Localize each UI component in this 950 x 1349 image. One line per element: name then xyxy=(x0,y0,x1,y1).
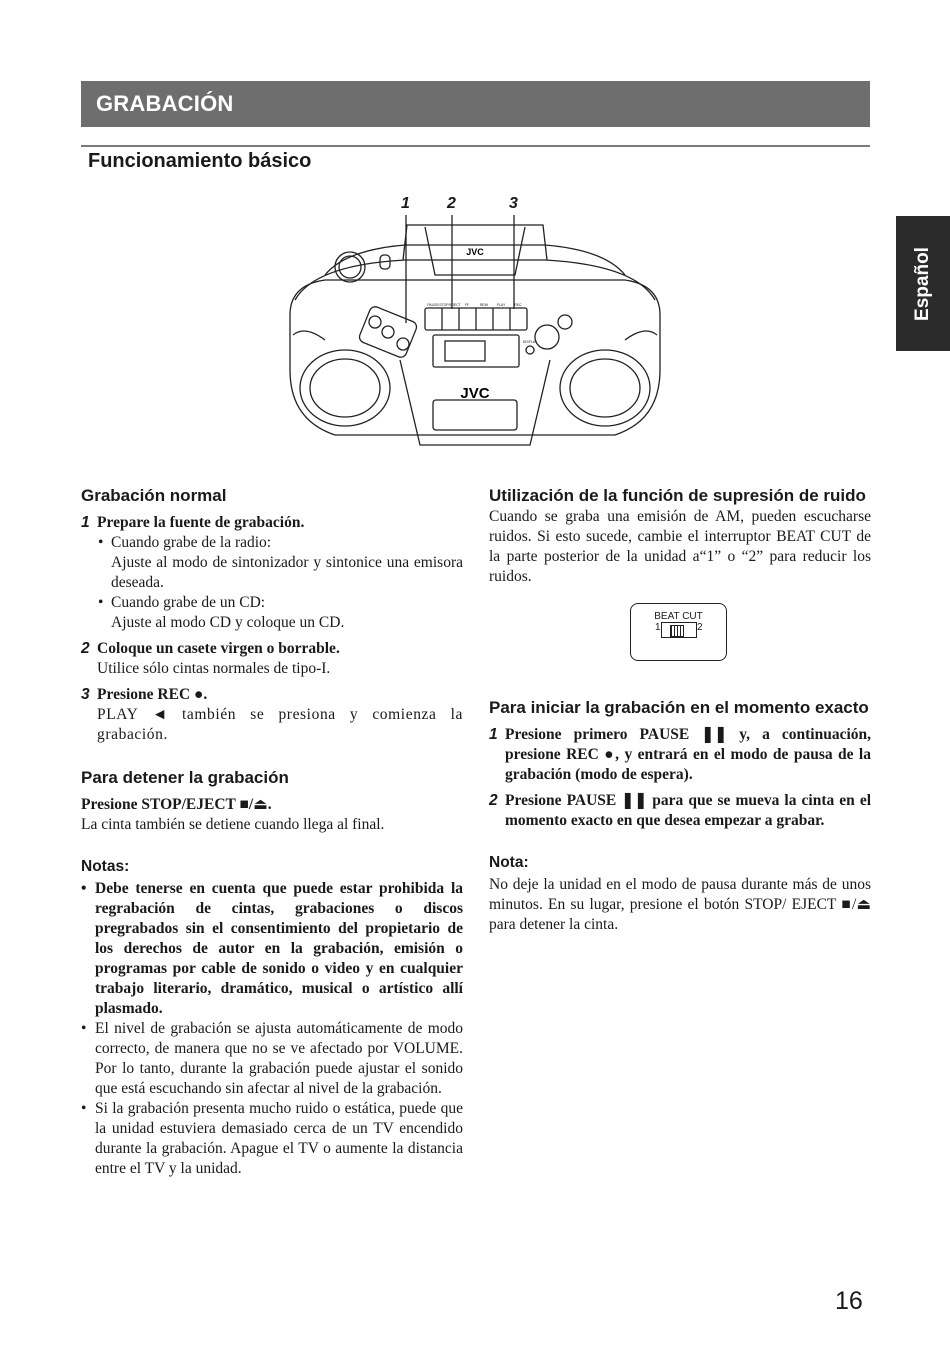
brand-top: JVC xyxy=(466,247,484,257)
left-column xyxy=(81,485,463,1179)
normal-recording-title: Grabación normal xyxy=(81,486,227,505)
language-tab-label: Español xyxy=(912,246,933,321)
beat-cut-knob xyxy=(670,625,684,637)
right-column xyxy=(489,485,871,935)
beat-cut-position-2: 2 xyxy=(697,622,703,633)
boombox-illustration xyxy=(285,205,665,460)
beat-cut-position-1: 1 xyxy=(655,622,661,633)
note-3-text: Si la grabación presenta mucho ruido o estática, puede que la unidad estuviera demasiado cerca de un TV encendido durante la grabación. Apague el TV o aumente la distancia entre el TV y la unidad. xyxy=(95,1100,463,1177)
step-2 xyxy=(81,639,463,659)
bullet-radio-label: Cuando grabe de la radio: xyxy=(111,534,272,551)
section-title: GRABACIÓN xyxy=(96,91,234,116)
nota-text: No deje la unidad en el modo de pausa durante más de unos minutos. En su lugar, presione el botón STOP/ EJECT ■/⏏ para detener la cinta. xyxy=(489,876,871,933)
label-ff: FF xyxy=(464,303,470,307)
exact-step-1 xyxy=(489,725,871,785)
callout-3: 3 xyxy=(509,195,518,212)
exact-step-2-text: Presione PAUSE ❚❚ para que se mueva la cinta en el momento exacto en que desea empezar a grabar. xyxy=(505,792,871,829)
beat-cut-label: BEAT CUT xyxy=(654,611,703,622)
callout-1: 1 xyxy=(401,195,410,212)
stop-text: La cinta también se detiene cuando llega al final. xyxy=(81,816,385,833)
note-2-text: El nivel de grabación se ajusta automáticamente de modo correcto, de manera que no se ve afectado por VOLUME. Por lo tanto, durante la grabación puede ajustar el sonido que está escuchando sin afectar al nivel de la grabación. xyxy=(95,1020,463,1097)
bullet-glyph: • xyxy=(98,594,104,611)
nota-title: Nota: xyxy=(489,854,529,871)
noise-suppression-title: Utilización de la función de supresión de ruido xyxy=(489,486,866,505)
bullet-cd-detail: Ajuste al modo CD y coloque un CD. xyxy=(111,614,345,631)
callout-2: 2 xyxy=(447,195,456,212)
bullet-cd-label: Cuando grabe de un CD: xyxy=(111,594,266,611)
bullet-radio-detail: Ajuste al modo de sintonizador y sintonice una emisora deseada. xyxy=(111,554,463,591)
brand-front: JVC xyxy=(460,385,490,402)
note-1-text: Debe tenerse en cuenta que puede estar prohibida la regrabación de cintas, grabaciones o discos pregrabados sin el consentimiento del propietario de los derechos de autor en la grabación, emisión o programas por cable de sonido o video y en cualquier trabajo literario, dramático, musical o artístico allí plasmado. xyxy=(95,880,463,1017)
section-title-bar xyxy=(81,81,870,127)
step-1-number: 1 xyxy=(81,514,90,531)
note-2 xyxy=(81,1019,463,1099)
exact-step-1-text: Presione primero PAUSE ❚❚ y, a continuación, presione REC ●, y entrará en el modo de pausa de la grabación (modo de espera). xyxy=(505,726,871,783)
exact-start-title: Para iniciar la grabación en el momento exacto xyxy=(489,698,869,717)
label-rew: REW xyxy=(479,303,489,307)
exact-step-2 xyxy=(489,791,871,831)
step-1 xyxy=(81,513,463,533)
notes-title: Notas: xyxy=(81,858,130,875)
step-1-bullet-cd xyxy=(81,593,463,613)
step-2-number: 2 xyxy=(81,640,90,657)
step-1-head: Prepare la fuente de grabación. xyxy=(97,514,305,531)
page-number: 16 xyxy=(835,1287,863,1315)
language-tab xyxy=(896,216,950,351)
bullet-glyph: • xyxy=(81,880,87,897)
step-1-bullet-radio xyxy=(81,533,463,553)
step-3-number: 3 xyxy=(81,686,90,703)
step-3-head: Presione REC ●. xyxy=(97,686,208,703)
label-play: PLAY xyxy=(496,303,506,307)
exact-step-1-number: 1 xyxy=(489,726,498,743)
bullet-glyph: • xyxy=(81,1020,87,1037)
bullet-glyph: • xyxy=(98,534,104,551)
bullet-glyph: • xyxy=(81,1100,87,1117)
stop-instruction: Presione STOP/EJECT ■/⏏. xyxy=(81,796,272,813)
label-stop-eject: STOP/EJECT xyxy=(439,303,461,307)
step-3-text: PLAY ◄ también se presiona y comienza la grabación. xyxy=(97,706,463,743)
label-rec: REC xyxy=(514,303,522,307)
label-display: DISPLAY xyxy=(522,340,538,344)
page-subtitle: Funcionamiento básico xyxy=(88,150,312,172)
step-2-head: Coloque un casete virgen o borrable. xyxy=(97,640,340,657)
note-1 xyxy=(81,879,463,1019)
header-rule xyxy=(81,145,870,147)
step-3 xyxy=(81,685,463,705)
beat-cut-slider xyxy=(661,622,697,638)
stop-recording-title: Para detener la grabación xyxy=(81,768,289,787)
step-2-text: Utilice sólo cintas normales de tipo-I. xyxy=(97,660,331,677)
beat-cut-switch-illustration xyxy=(630,603,727,661)
noise-suppression-text: Cuando se graba una emisión de AM, pueden escucharse ruidos. Si esto sucede, cambie el interruptor BEAT CUT de la parte posterior de la unidad a“1” o “2” para reducir los ruidos. xyxy=(489,508,871,585)
exact-step-2-number: 2 xyxy=(489,792,498,809)
label-pause: PAUSE xyxy=(427,303,439,307)
note-3 xyxy=(81,1099,463,1179)
